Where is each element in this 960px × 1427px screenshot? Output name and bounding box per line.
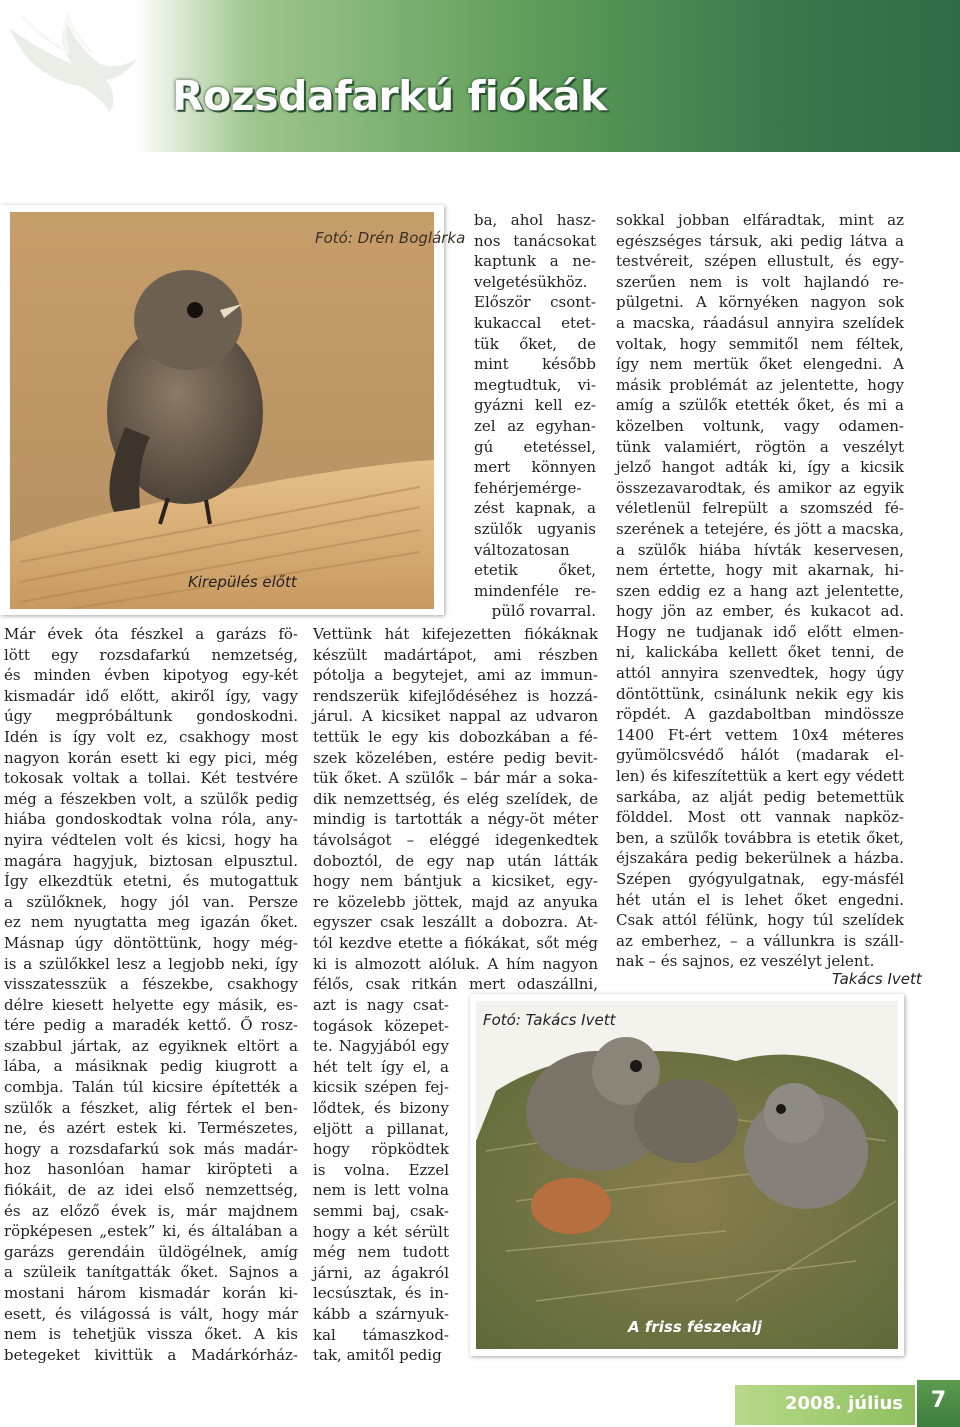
text-line: zést kapnak, a [474, 499, 596, 518]
text-line: az emberhez, – a vállunkra is száll- [616, 931, 904, 950]
text-line: zel az egyhan- [474, 416, 596, 435]
text-line: doboztól, de egy nap után látták [313, 851, 598, 870]
text-line: magára hagyjuk, biztosan elpusztul. [4, 851, 298, 870]
text-line: így nem mertük őket elengedni. A [616, 355, 904, 374]
text-line: tünk valamiért, rögtön a veszélyt [616, 437, 904, 456]
text-line: betegeket kivittük a Madárkórház- [4, 1345, 298, 1364]
text-line: egyszer csak leszállt a dobozra. At- [313, 913, 598, 932]
text-line: járul. A kicsiket nappal az udvaron [313, 707, 598, 726]
text-line: tük őket, de [474, 334, 596, 353]
text-line: tük őket. A szülők – bár már a soka- [313, 769, 598, 788]
text-line: hiába gondoskodtak volna róla, any- [4, 810, 298, 829]
text-line: lött egy rozsdafarkú nemzetség, [4, 645, 298, 664]
page-number-badge [917, 1380, 960, 1427]
text-line: nos tanácsokat [474, 231, 596, 250]
text-line: hogy jön az ember, és kukacot ad. [616, 602, 904, 621]
text-line: közelben voltunk, vagy odamen- [616, 416, 904, 435]
text-line: semmi baj, csak- [313, 1201, 449, 1220]
text-line: mert könnyen [474, 458, 596, 477]
text-line: mindig is tartották a négy-öt méter [313, 810, 598, 829]
author-signature: Takács Ivett [832, 970, 922, 988]
text-line: etetik őket, [474, 561, 596, 580]
text-line: távolságot – eléggé idegenkedtek [313, 830, 598, 849]
article-title: Rozsdafarkú fiókák [172, 72, 607, 120]
bird-perched-photo [10, 212, 434, 609]
text-line: togások közepet- [313, 1016, 449, 1035]
text-line: voltak, hogy semmitől nem féltek, [616, 334, 904, 353]
text-line: nem is tehetjük vissza őket. A kis [4, 1325, 298, 1344]
text-line: hét telt így el, a [313, 1057, 449, 1076]
text-line: kukaccal etet- [474, 313, 596, 332]
text-line: gyümölcsvédő hálót (madarak el- [616, 746, 904, 765]
text-line: is a szülőkkel lesz a legjobb neki, így [4, 954, 298, 973]
text-line: nagyon korán esett ki egy pici, még [4, 748, 298, 767]
text-line: szek közelében, estére pedig bevit- [313, 748, 598, 767]
text-line: len) és kifeszítettük a kert egy védett [616, 767, 904, 786]
text-line: nem értette, hogy mit akarnak, hi- [616, 561, 904, 580]
text-line: szerének a tetejére, és jött a macska, [616, 519, 904, 538]
text-line: re közelebb jöttek, majd az anyuka [313, 892, 598, 911]
text-line: véletlenül felrepült a szomszéd fé- [616, 499, 904, 518]
column-3-text [616, 210, 904, 972]
text-line: tól kezdve etette a fiókákat, sőt még [313, 933, 598, 952]
text-line: Vettünk hát kifejezetten fiókáknak [313, 625, 598, 643]
text-line: ki is almozott alóluk. A hím nagyon [313, 954, 598, 973]
text-line: és minden évben kipotyog egy-két [4, 666, 298, 685]
text-line: szülők a fészket, alig fértek el ben- [4, 1098, 298, 1117]
text-line: rendszerük kifejlődéséhez is hozzá- [313, 686, 598, 705]
text-line: jelző hangot adták ki, így a kicsik [616, 458, 904, 477]
text-line: és az előző évek is, már majdnem [4, 1201, 298, 1220]
column-2-wide-text [313, 624, 598, 995]
text-line: eljött a pillanat, [313, 1119, 449, 1138]
photo-caption-bottom: A friss fészekalj [628, 1318, 762, 1336]
page-number: 7 [930, 1388, 947, 1413]
text-line: kicsik szépen fej- [313, 1078, 449, 1097]
text-line: összezavarodtak, és amikor az egyik [616, 478, 904, 497]
text-line: combja. Talán túl kicsire építették a [4, 1078, 298, 1097]
text-line: mint később [474, 355, 596, 374]
text-line: hogy röpködtek [313, 1140, 449, 1159]
text-line: kal támaszkod- [313, 1325, 449, 1344]
text-line: lecsúsztak, és in- [313, 1284, 449, 1303]
text-line: még a fészekben volt, a szülők pedig [4, 789, 298, 808]
text-line: úgy megpróbáltunk gondoskodni. [4, 707, 298, 726]
text-line: lába, a másiknak pedig kiugrott a [4, 1057, 298, 1076]
text-line: lődtek, és bizony [313, 1098, 449, 1117]
photo-credit-top: Fotó: Drén Boglárka [315, 229, 466, 247]
photo-credit-bottom: Fotó: Takács Ivett [483, 1011, 616, 1029]
text-line: kább a szárnyuk- [313, 1304, 449, 1323]
text-line: amíg a szülők etették őket, és mi a [616, 396, 904, 415]
text-line: dik nemzettség, és elég szelídek, de [313, 789, 598, 808]
text-line: tettük le egy kis dobozkában a fé- [313, 727, 598, 746]
text-line: Csak attól félünk, hogy túl szelídek [616, 911, 904, 930]
text-line: hét után el is lehet őket engedni. [616, 890, 904, 909]
text-line: szabbul jártak, az egyiknek eltört a [4, 1036, 298, 1055]
text-line: megtudtuk, vi- [474, 375, 596, 394]
text-line: nyira védtelen volt és kicsi, hogy ha [4, 830, 298, 849]
text-line: fehérjemérge- [474, 478, 582, 497]
text-line: Már évek óta fészkel a garázs fö- [4, 625, 298, 643]
text-line: tak, amitől pedig [313, 1346, 442, 1365]
chicks-in-nest-photo [476, 1001, 898, 1349]
text-line: Hogy ne tudjanak idő előtt elmen- [616, 622, 904, 641]
text-line: velgetésükhöz. [474, 272, 588, 291]
text-line: hogy a két sérült [313, 1222, 449, 1241]
text-line: hoz hasonlóan hamar kiröpteti a [4, 1160, 298, 1179]
text-line: azt is nagy csat- [313, 996, 449, 1014]
text-line: a szüleik tanítgatták őket. Sajnos a [4, 1263, 298, 1282]
flying-bird-logo-icon [2, 6, 152, 116]
issue-date: 2008. július [784, 1393, 903, 1414]
text-line: ben, a szülők továbbra is etetik őket, [616, 828, 904, 847]
text-line: pülő rovarral. [491, 602, 596, 621]
text-line: Először csont- [474, 293, 596, 312]
text-line: attól annyira szenvedtek, hogy úgy [616, 664, 904, 683]
text-line: ni, kalickába kellett őket tenni, de [616, 643, 904, 662]
column-2-top-text [474, 210, 596, 622]
issue-date-badge [735, 1385, 915, 1425]
text-line: testvéreit, szépen ellustult, és egy- [616, 252, 904, 271]
text-line: másik problémát az jelentette, hogy [616, 375, 904, 394]
text-line: döntöttünk, csinálunk nekik egy kis [616, 684, 904, 703]
text-line: tokosak voltak a tollai. Két testvére [4, 769, 298, 788]
text-line: Így elkezdtük etetni, és mutogattuk [4, 872, 298, 891]
text-line: sokkal jobban elfáradtak, mint az [616, 211, 904, 229]
text-line: még nem tudott [313, 1243, 449, 1262]
text-line: egészséges társuk, aki pedig látva a [616, 231, 904, 250]
text-line: szerűen nem is volt hajlandó re- [616, 272, 904, 291]
text-line: a macska, ráadásul annyira szelídek [616, 313, 904, 332]
text-line: gú etetéssel, [474, 437, 596, 456]
text-line: pülgetni. A környéken nagyon sok [616, 293, 904, 312]
text-line: mostani három kismadár korán ki- [4, 1284, 298, 1302]
text-line: Másnap úgy döntöttünk, hogy még- [4, 933, 298, 952]
text-line: mindenféle re- [474, 581, 596, 600]
text-line: délre kiesett helyette egy másik, es- [4, 995, 298, 1014]
photo-caption-top: Kirepülés előtt [188, 573, 297, 591]
text-line: 1400 Ft-ért vettem 10x4 méteres [616, 725, 904, 744]
text-line: Szépen gyógyulgatnak, egy-másfél [616, 870, 904, 888]
header-banner [0, 0, 960, 152]
text-line: tére pedig a maradék kettő. Ő rosz- [4, 1016, 298, 1035]
text-line: félős, csak ritkán mert odaszállni, [313, 975, 598, 994]
column-1-text [4, 624, 298, 1365]
text-line: gyázni kell ez- [474, 396, 596, 415]
text-line: esett, és világossá is vált, hogy már [4, 1304, 298, 1323]
text-line: te. Nagyjából egy [313, 1037, 449, 1056]
text-line: kismadár idő előtt, akiről így, vagy [4, 686, 298, 705]
text-line: ne, és azért estek ki. Természetes, [4, 1119, 298, 1138]
text-line: sarkába, az alját pedig betemettük [616, 787, 904, 806]
text-line: hogy nem bántjuk a kicsiket, egy- [313, 872, 598, 891]
text-line: a szülők hiába hívták keservesen, [616, 540, 904, 559]
text-line: szen eddig ez a hang azt jelentette, [616, 581, 904, 600]
text-line: ez nem nyugtatta meg igazán őket. [4, 913, 298, 932]
text-line: röpképesen „estek” ki, és általában a [4, 1222, 298, 1241]
text-line: garázs gerendáin üldögélnek, amíg [4, 1242, 298, 1261]
text-line: Idén is így volt ez, csakhogy most [4, 727, 298, 746]
text-line: ba, ahol hasz- [474, 211, 596, 229]
text-line: hogy a rozsdafarkú sok más madár- [4, 1139, 298, 1158]
text-line: járni, az ágakról [313, 1263, 449, 1282]
text-line: éjszakára pedig bekerülnek a házba. [616, 849, 904, 868]
text-line: szülők ugyanis [474, 519, 596, 538]
text-line: nak – és sajnos, ez veszélyt jelent. [616, 952, 875, 971]
text-line: változatosan [474, 540, 570, 559]
text-line: is volna. Ezzel [313, 1160, 449, 1179]
text-line: röpdét. A gazdaboltban mindössze [616, 705, 904, 724]
text-line: kaptunk a ne- [474, 252, 596, 271]
text-line: a szülőknek, hogy jól van. Persze [4, 892, 298, 911]
text-line: pótolja a begytejet, ami az immun- [313, 666, 598, 685]
text-line: fiókáit, de az idei első nemzettség, [4, 1181, 298, 1200]
text-line: visszatesszük a fészekbe, csakhogy [4, 975, 298, 994]
column-2-bottom-text [313, 995, 449, 1366]
text-line: nem is lett volna [313, 1181, 449, 1200]
text-line: készült madártápot, ami részben [313, 645, 598, 664]
text-line: földdel. Most ott vannak napköz- [616, 808, 904, 827]
